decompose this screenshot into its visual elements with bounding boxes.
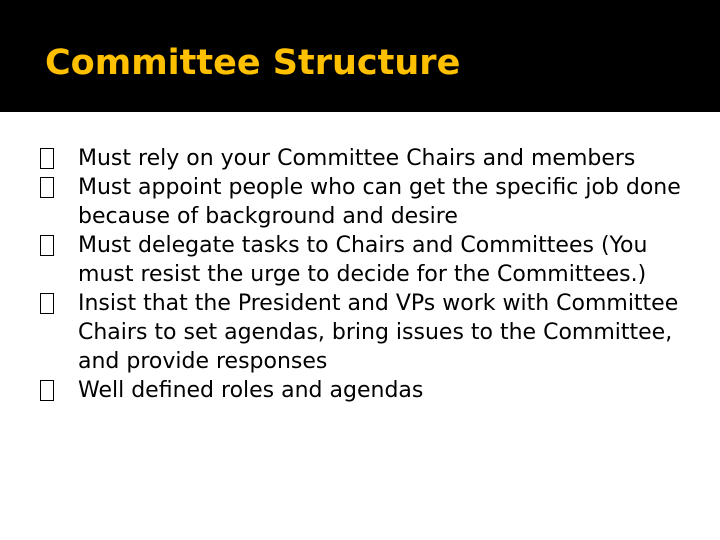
bullet-item-5 bbox=[40, 376, 690, 405]
placeholder-box-icon bbox=[40, 177, 54, 198]
placeholder-box-icon bbox=[40, 148, 54, 169]
title-bar bbox=[0, 0, 720, 112]
bullet-text-2: Must appoint people who can get the specific job done because of background and desire bbox=[78, 175, 681, 229]
bullet-item-4 bbox=[40, 289, 690, 376]
placeholder-box-icon bbox=[40, 235, 54, 256]
slide-title: Committee Structure bbox=[45, 43, 461, 83]
placeholder-box-icon bbox=[40, 380, 54, 401]
placeholder-box-icon bbox=[40, 293, 54, 314]
bullet-item-2 bbox=[40, 173, 690, 231]
bullet-text-1: Must rely on your Committee Chairs and members bbox=[78, 146, 636, 171]
bullet-item-3 bbox=[40, 231, 690, 289]
bullet-text-4: Insist that the President and VPs work with Committee Chairs to set agendas, bring issues to the Committee, and provide responses bbox=[78, 291, 679, 374]
bullet-text-3: Must delegate tasks to Chairs and Committees (You must resist the urge to decide for the Committees.) bbox=[78, 233, 648, 287]
bullet-item-1 bbox=[40, 144, 690, 173]
bullet-list bbox=[40, 144, 690, 405]
bullet-text-5: Well defined roles and agendas bbox=[78, 378, 424, 403]
